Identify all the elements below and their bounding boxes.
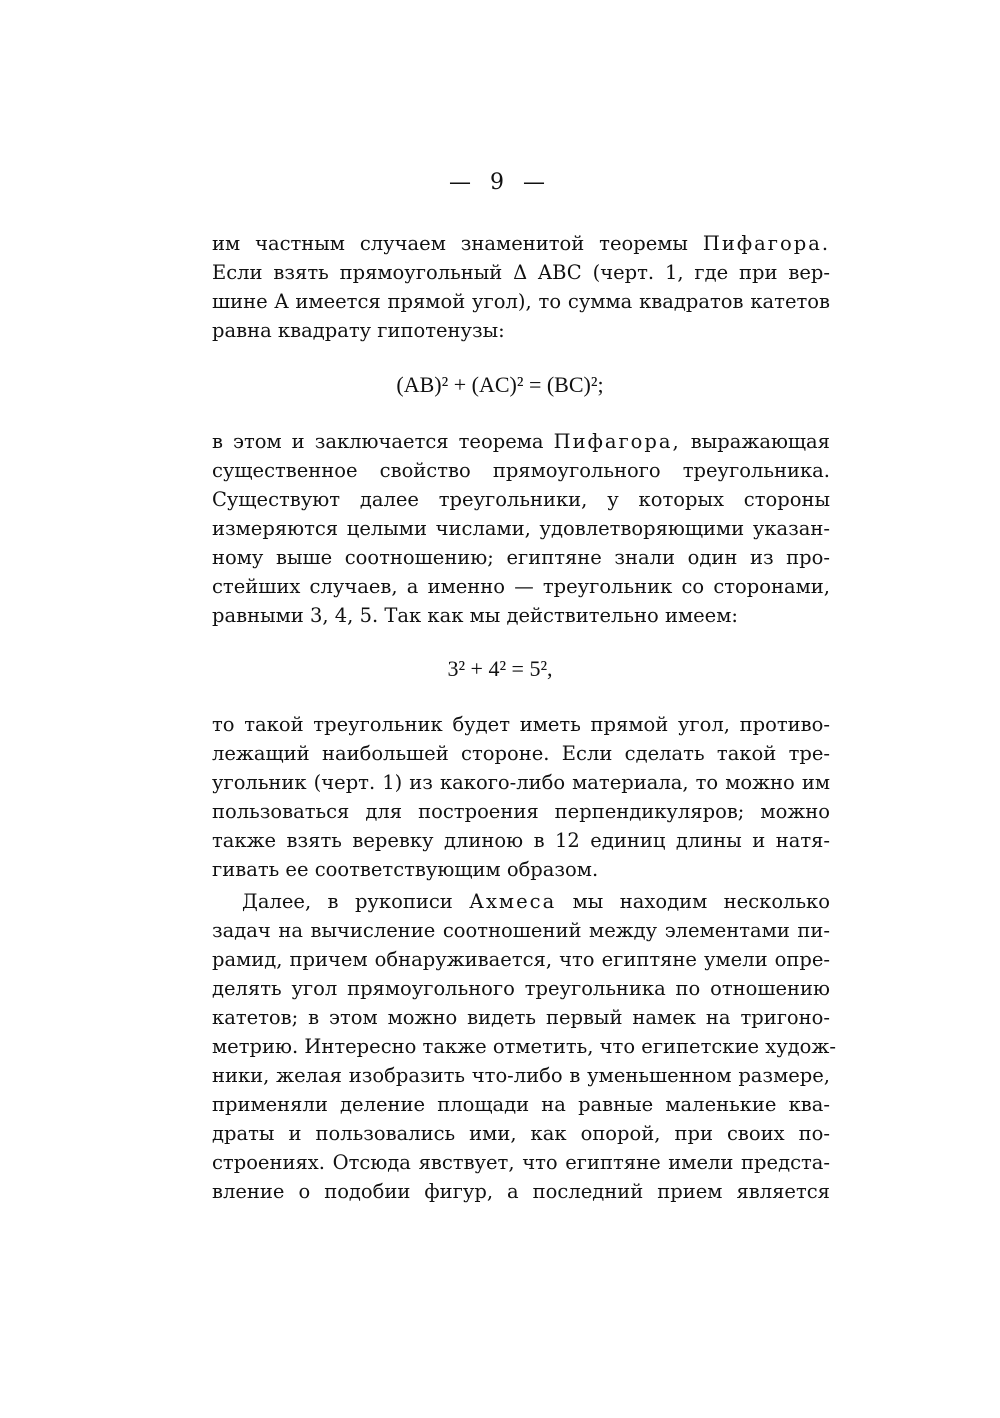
text-segment: мы находим несколько (572, 890, 830, 913)
paragraph-2 (212, 427, 830, 630)
text-segment: в этом и заключается теорема (212, 430, 544, 453)
formula-3-4-5: 3² + 4² = 5², (447, 656, 553, 681)
paragraph-3 (212, 710, 830, 884)
text-line: гивать ее соответствующим образом. (212, 858, 599, 881)
text-line: равными 3, 4, 5. Так как мы действительно имеем: (212, 604, 738, 627)
text-line: стейших случаев, а именно — треугольник со сторонами, (212, 575, 830, 598)
text-line: также взять веревку длиною в 12 единиц длины и натя- (212, 829, 830, 852)
text-line: драты и пользовались ими, как опорой, при своих по- (212, 1122, 830, 1145)
text-segment: Далее, в рукописи (242, 890, 453, 913)
name-ahmes: Ахмеса (469, 890, 557, 913)
text-line: равна квадрату гипотенузы: (212, 319, 505, 342)
formula-pythagorean-theorem: (AB)² + (AC)² = (BC)²; (396, 372, 604, 397)
text-line: задач на вычисление соотношений между элементами пи- (212, 919, 830, 942)
paragraph-1 (212, 229, 830, 345)
name-pythagoras: Пифагора, (553, 430, 681, 453)
text-line: угольник (черт. 1) из какого-либо материала, то можно им (212, 771, 830, 794)
text-line: рамид, причем обнаруживается, что египтяне умели опре- (212, 948, 830, 971)
text-line: ному выше соотношению; египтяне знали один из про- (212, 546, 830, 569)
text-line: лежащий наибольшей стороне. Если сделать такой тре- (212, 742, 830, 765)
text-line: вление о подобии фигур, а последний прием является (212, 1180, 830, 1203)
text-line: метрию. Интересно также отметить, что египетские худож- (212, 1035, 836, 1058)
text-line: Существуют далее треугольники, у которых стороны (212, 488, 830, 511)
name-pythagoras: Пифагора. (702, 232, 831, 255)
text-line (212, 887, 830, 916)
text-segment: выражающая (690, 430, 830, 453)
page-number: — 9 — (449, 170, 551, 195)
text-line: то такой треугольник будет иметь прямой угол, противо- (212, 713, 830, 736)
text-line: пользоваться для построения перпендикуляров; можно (212, 800, 830, 823)
text-line: шине A имеется прямой угол), то сумма квадратов катетов (212, 290, 830, 313)
text-line: измеряются целыми числами, удовлетворяющими указан- (212, 517, 830, 540)
paragraph-4 (212, 887, 836, 1206)
text-line: Если взять прямоугольный Δ ABC (черт. 1, где при вер- (212, 261, 830, 284)
text-line: делять угол прямоугольного треугольника по отношению (212, 977, 830, 1000)
text-segment: им частным случаем знаменитой теоремы (212, 232, 688, 255)
text-line (212, 427, 830, 456)
text-line (212, 229, 830, 258)
text-line: применяли деление площади на равные маленькие ква- (212, 1093, 830, 1116)
text-line: существенное свойство прямоугольного треугольника. (212, 459, 830, 482)
text-line: строениях. Отсюда явствует, что египтяне имели предста- (212, 1151, 830, 1174)
text-line: катетов; в этом можно видеть первый намек на тригоно- (212, 1006, 830, 1029)
text-line: ники, желая изобразить что-либо в уменьшенном размере, (212, 1064, 830, 1087)
